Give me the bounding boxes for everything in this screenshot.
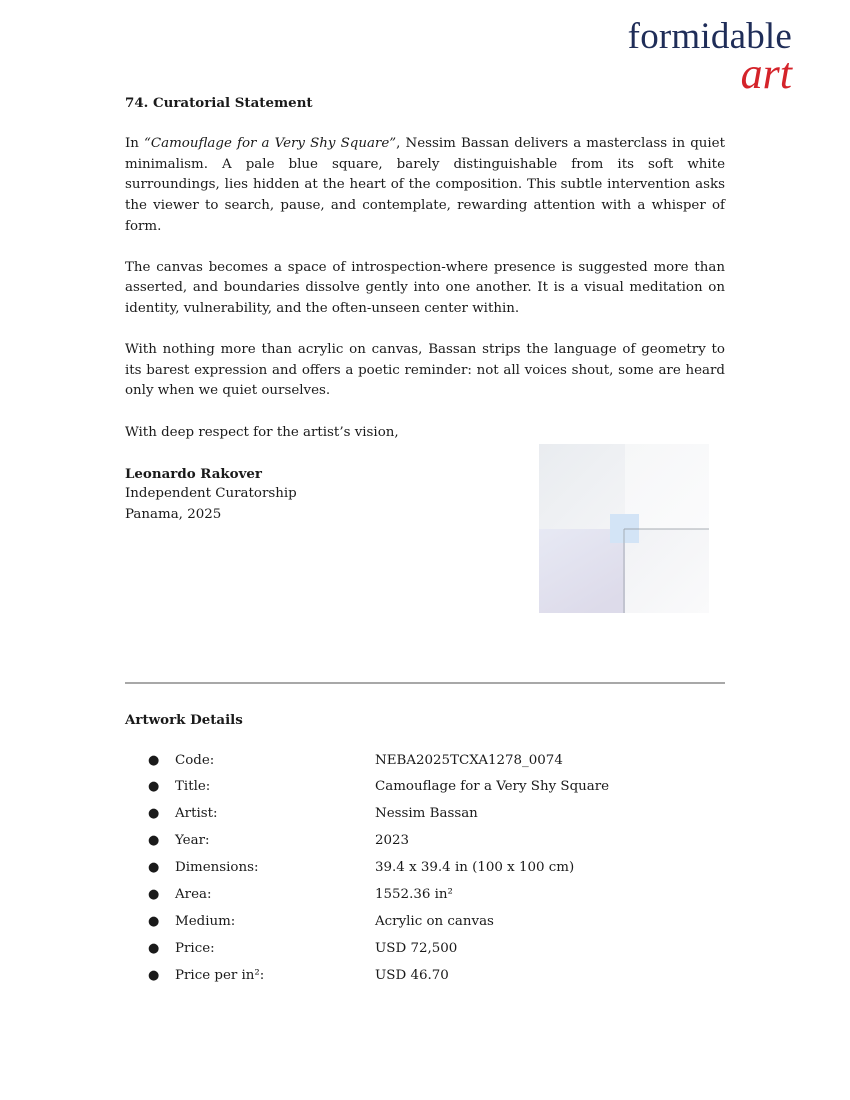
artwork-image [539,444,709,613]
detail-row-year [125,831,725,858]
detail-label: Area: [175,887,212,903]
statement-paragraph-1 [125,134,725,237]
detail-label: Medium: [175,913,236,929]
bullet-icon: ● [148,913,160,929]
bullet-icon: ● [148,779,160,795]
statement-paragraph-3: With nothing more than acrylic on canvas, Bassan strips the language of geometry to its barest expression and offers a poetic reminder: not all voices shout, some are heard only when we quiet ourselves. [125,342,725,399]
detail-value: Camouflage for a Very Shy Square [375,779,610,795]
statement-paragraph-2: The canvas becomes a space of introspection-where presence is suggested more than asserted, and boundaries dissolve gently into one another. It is a visual meditation on identity, vulnerability, and the often-unseen center within. [125,259,725,316]
detail-value: USD 72,500 [375,940,458,956]
bullet-icon: ● [148,887,160,903]
detail-value: Nessim Bassan [375,806,478,822]
bullet-icon: ● [148,752,160,768]
bullet-icon: ● [148,940,160,956]
logo-wordmark-art: art [740,49,792,98]
detail-value: Acrylic on canvas [375,913,494,929]
detail-label: Title: [175,779,211,795]
curator-place-date: Panama, 2025 [125,506,222,522]
detail-row-title [125,777,725,804]
detail-value: NEBA2025TCXA1278_0074 [375,752,563,768]
detail-label: Dimensions: [175,860,259,876]
detail-row-medium [125,912,725,939]
detail-row-artist [125,804,725,831]
detail-value: 39.4 x 39.4 in (100 x 100 cm) [375,860,575,876]
curator-role: Independent Curatorship [125,486,297,502]
detail-label: Price: [175,940,215,956]
detail-label: Price per in²: [175,967,265,983]
artwork-details-section [125,710,725,993]
detail-value: USD 46.70 [375,967,449,983]
detail-row-area [125,885,725,912]
artwork-details-title: Artwork Details [125,712,243,728]
bullet-icon: ● [148,806,160,822]
formidable-art-logo [592,16,792,98]
detail-value: 2023 [375,833,410,849]
detail-label: Code: [175,752,215,768]
bullet-icon: ● [148,860,160,876]
page-heading: 74. Curatorial Statement [125,95,313,111]
logo-wordmark-formidable: formidable [627,16,792,57]
detail-row-dimensions [125,858,725,885]
paragraph-1-body: , Nessim Bassan delivers a masterclass in quiet minimalism. A pale blue square, barely distinguishable from its soft white surroundings, lies hidden at the heart of the composition. This subtle intervention asks the viewer to search, pause, and contemplate, rewarding attention with a whisper of form. [125,136,725,234]
detail-label: Year: [175,833,210,849]
detail-value: 1552.36 in² [375,887,453,903]
detail-row-price-per-area [125,966,725,993]
artwork-title-quote: “Camouflage for a Very Shy Square” [144,136,397,152]
curator-name: Leonardo Rakover [125,465,262,482]
artwork-details-list [125,751,725,993]
section-divider [125,682,725,684]
paragraph-1-prefix: In [125,136,145,152]
closing-line: With deep respect for the artist’s vision, [125,424,399,440]
detail-label: Artist: [175,806,218,822]
artwork-painting [539,444,709,613]
detail-row-code [125,751,725,778]
bullet-icon: ● [148,833,160,849]
detail-row-price [125,939,725,966]
bullet-icon: ● [148,967,160,983]
